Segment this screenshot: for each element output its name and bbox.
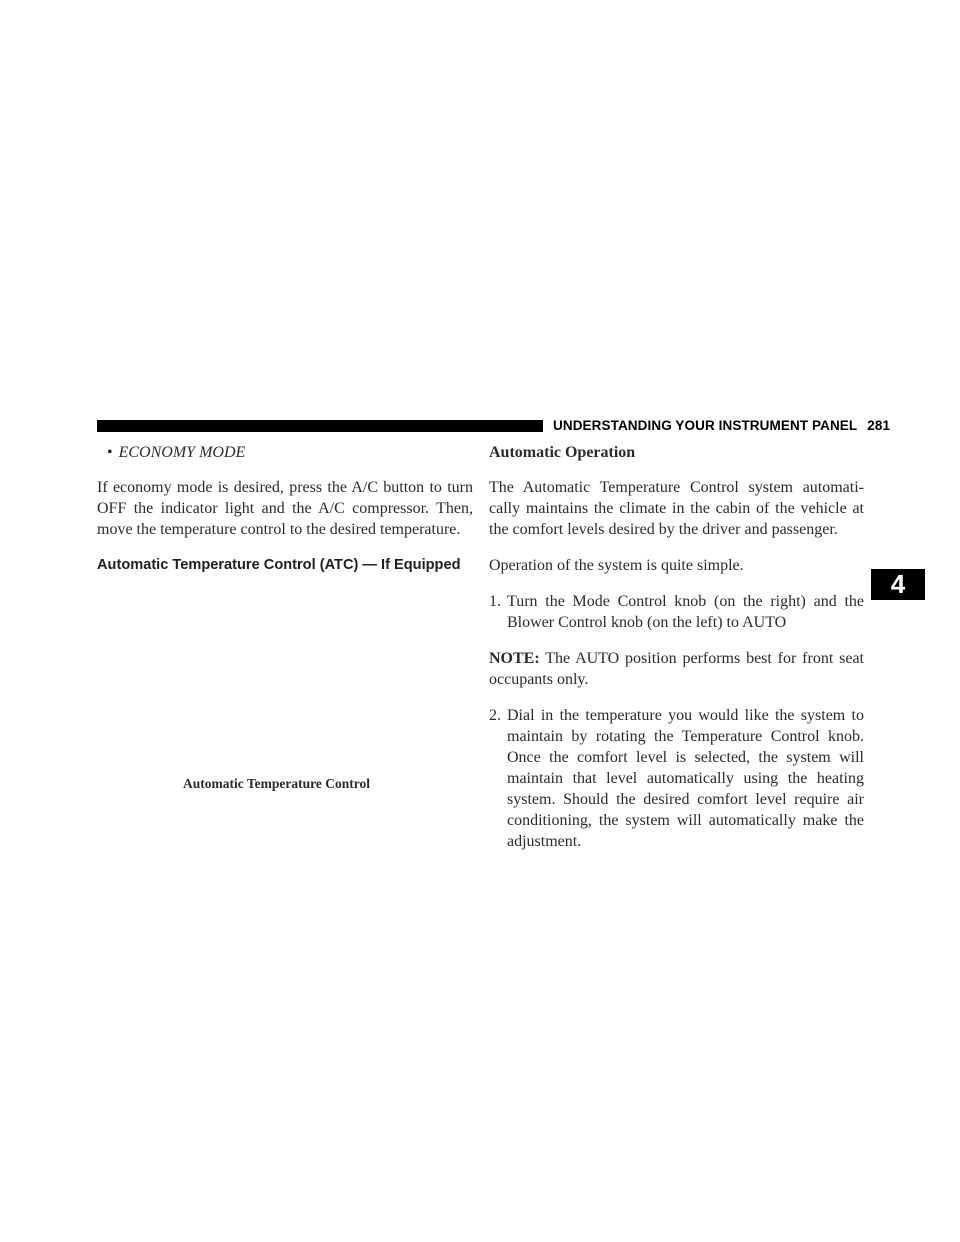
figure-caption: Automatic Temperature Control (183, 776, 370, 791)
header-section-title: UNDERSTANDING YOUR INSTRUMENT PANEL (553, 418, 858, 433)
step-text: Turn the Mode Control knob (on the right) and the Blower Control knob (on the left) to AUTO (507, 593, 864, 631)
bullet-dot: • (107, 444, 113, 461)
note-label: NOTE: (489, 650, 540, 667)
right-column (489, 442, 864, 867)
page-number: 281 (867, 418, 891, 433)
note-text: The AUTO position performs best for front seat occupants only. (489, 650, 864, 688)
chapter-tab: 4 (871, 569, 925, 600)
section-heading-atc: Automatic Temperature Control (ATC) — If Equipped (97, 557, 461, 573)
step-1 (489, 591, 864, 633)
step-number: 2. (489, 707, 501, 724)
running-header (553, 418, 890, 436)
economy-paragraph: If economy mode is desired, press the A/C button to turn OFF the indicator light and the A/C compressor. Then, move the temperature control to the desired temperature. (97, 479, 473, 538)
note-paragraph (489, 648, 864, 690)
step-number: 1. (489, 593, 501, 610)
intro-paragraph: The Automatic Temperature Control system automati- cally maintains the climate in the cabin of the vehicle at the comfort levels desired by the driver and passenger. (489, 479, 864, 538)
operation-paragraph: Operation of the system is quite simple. (489, 557, 744, 574)
left-column (97, 442, 473, 576)
step-2 (489, 705, 864, 852)
subheading-automatic-operation: Automatic Operation (489, 444, 636, 461)
bullet-economy-mode (107, 442, 473, 463)
step-text: Dial in the temperature you would like the system to maintain by rotating the Temperature Control knob. Once the comfort level is selected, the system will maintain that level automatically using the heating system. Should the desired comfort level require air conditioning, the system will automatically make the adjustment. (507, 707, 864, 850)
bullet-text: ECONOMY MODE (118, 444, 246, 461)
header-rule (97, 420, 543, 432)
